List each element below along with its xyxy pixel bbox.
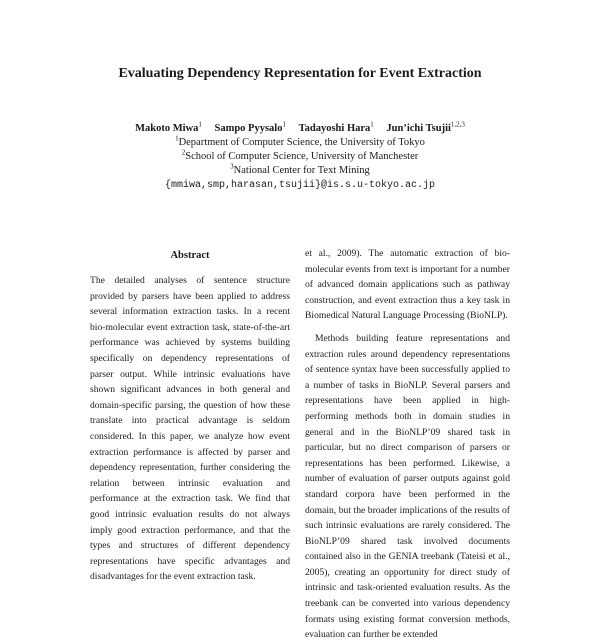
author-4 xyxy=(386,120,465,134)
affiliation-3 xyxy=(0,162,600,176)
paper-title: Evaluating Dependency Representation for Event Extraction xyxy=(118,66,482,81)
author-name: Tadayoshi Hara xyxy=(298,123,371,134)
author-name: Jun’ichi Tsujii xyxy=(386,123,451,134)
affiliation-text: School of Computer Science, University of Manchester xyxy=(185,151,419,162)
author-1 xyxy=(135,120,202,134)
affiliation-mark: 1 xyxy=(175,134,179,143)
intro-paragraph-2: Methods building feature representations and extraction rules around dependency representations of sentence syntax have been successfully applied to a number of tasks in BioNLP. Several parsers and representations have been applied in high-performing methods both in domain studies in general and in the BioNLP’09 shared task in particular, but no direct comparison of parsers or representations has been performed. Likewise, a number of evaluation of parser outputs against gold standard corpora have been performed in the domain, but the broader implications of the results of such intrinsic evaluations are rarely considered. The BioNLP’09 shared task involved documents contained also in the GENIA treebank (Tateisi et al., 2005), creating an opportunity for direct study of intrinsic and task-oriented evaluation results. As the treebank can be converted into various dependency formats using existing format conversion methods, evaluation can further be extended xyxy=(305,332,510,641)
author-name: Makoto Miwa xyxy=(135,123,199,134)
author-email[interactable]: {mmiwa,smp,harasan,tsujii}@is.s.u-tokyo.ac.jp xyxy=(164,180,436,191)
author-name: Sampo Pyysalo xyxy=(214,123,283,134)
abstract-column xyxy=(90,273,290,600)
affiliation-text: National Center for Text Mining xyxy=(233,165,370,176)
author-affiliation-mark: 1 xyxy=(282,120,286,129)
affiliation-1 xyxy=(0,134,600,148)
author-2 xyxy=(214,120,286,134)
abstract-text: The detailed analyses of sentence structure provided by parsers have been applied to address several information extraction tasks. In a recent bio-molecular event extraction task, state-of-the-art performance was achieved by systems building specifically on dependency representations of parser output. While intrinsic evaluations have shown significant advances in both general and domain-specific parsing, the question of how these translate into practical advantage is seldom considered. In this paper, we analyze how event extraction performance is affected by parser and dependency representation, further considering the relation between intrinsic evaluation and performance at the extraction task. We find that good intrinsic evaluation results do not always imply good extraction performance, and that the types and structures of different dependency representations have specific advantages and disadvantages for the event extraction task. xyxy=(90,275,290,583)
intro-paragraph-1: et al., 2009). The automatic extraction of bio-molecular events from text is important for a number of advanced domain applications such as pathway construction, and event extraction thus a key task in Biomedical Natural Language Processing (BioNLP). xyxy=(305,248,510,322)
author-affiliation-mark: 1 xyxy=(198,120,202,129)
affiliation-mark: 2 xyxy=(181,148,186,157)
author-affiliation-mark: 1 xyxy=(370,120,374,129)
author-affiliation-mark: 1,2,3 xyxy=(450,120,465,129)
affiliation-2 xyxy=(0,148,600,162)
abstract-heading: Abstract xyxy=(170,250,210,261)
affiliation-text: Department of Computer Science, the University of Tokyo xyxy=(178,137,425,148)
introduction-column xyxy=(305,246,510,641)
author-3 xyxy=(298,120,374,134)
affiliation-mark: 3 xyxy=(230,162,234,171)
author-list xyxy=(0,120,600,134)
